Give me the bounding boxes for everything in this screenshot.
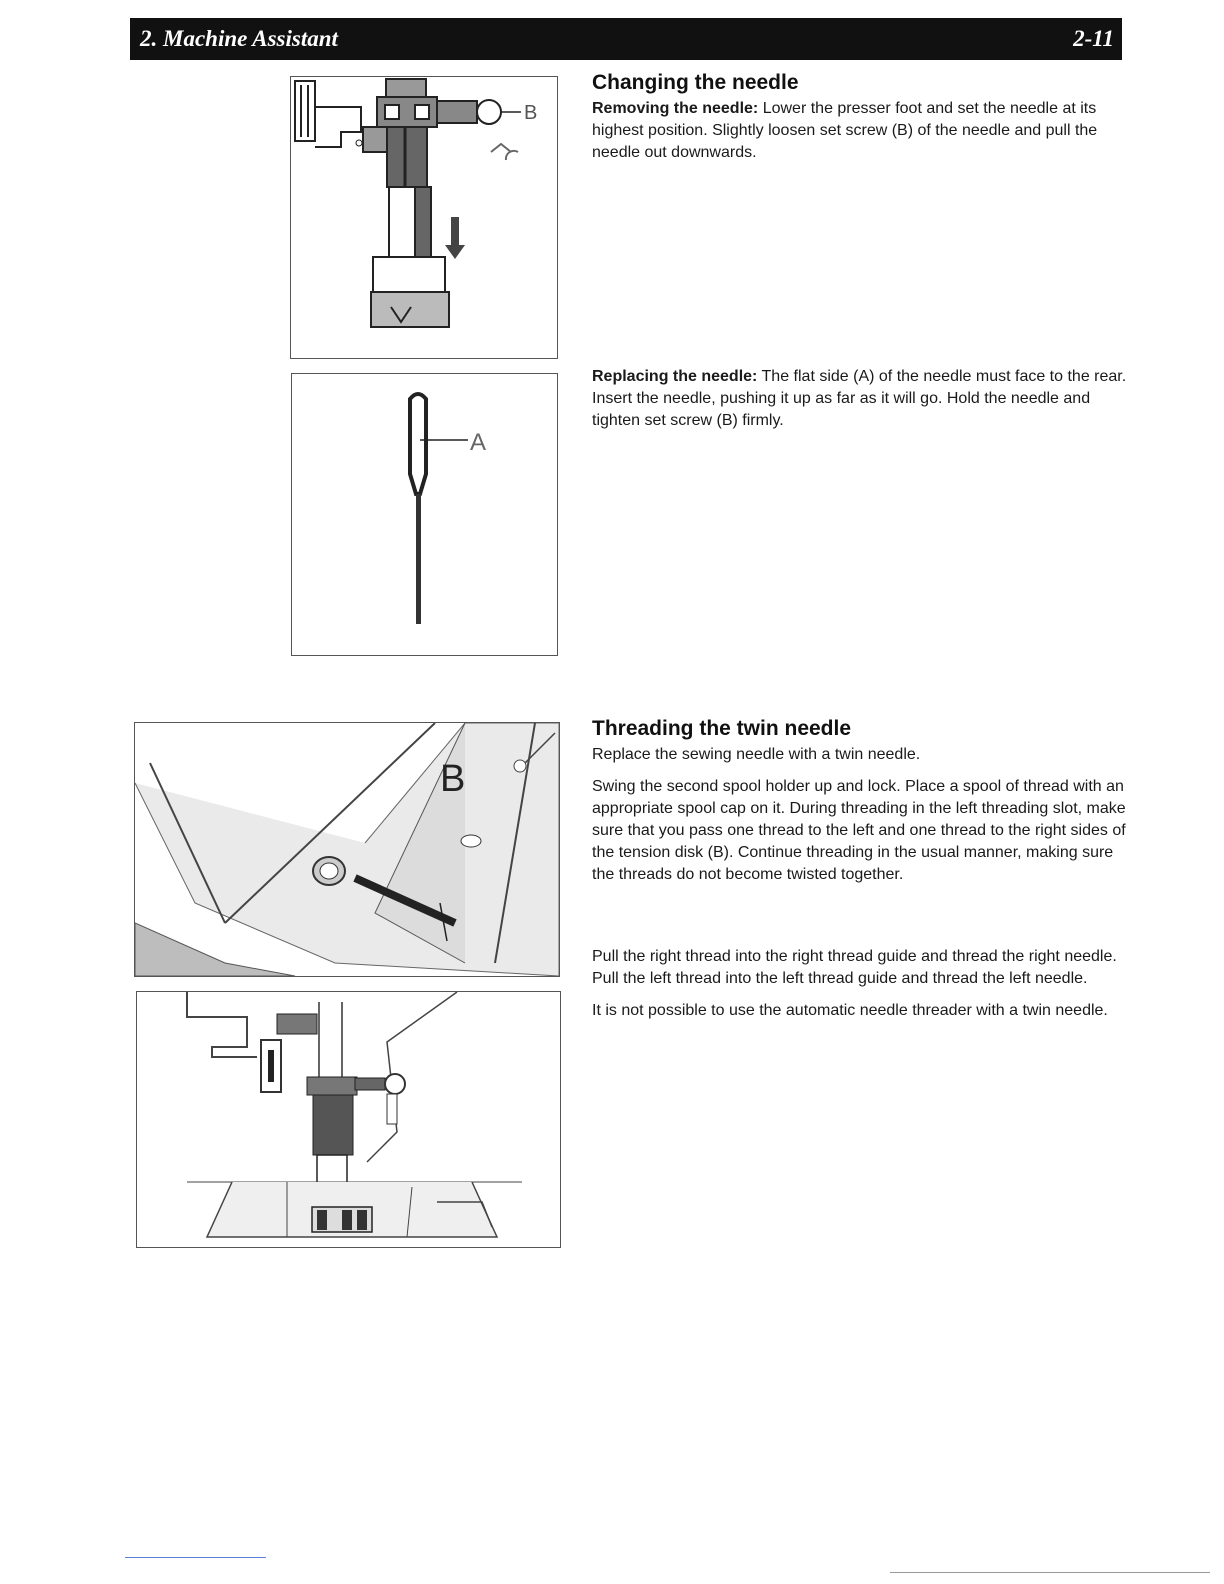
text-replacing-needle: The flat side (A) of the needle must face to the rear. Insert the needle, pushing it up as far as it will go. Hold the needle and tighten set screw (B) firmly.	[592, 368, 1127, 429]
section-twin-needle	[592, 716, 1127, 896]
label-b: B	[440, 758, 466, 800]
section-replacing-needle	[592, 366, 1127, 432]
figure-needle-removal	[290, 76, 558, 359]
paragraph-twin-1: Replace the sewing needle with a twin needle.	[592, 746, 921, 763]
lead-removing-needle: Removing the needle:	[592, 100, 759, 117]
figure-threading-slot	[134, 722, 560, 977]
paragraph-twin-4: It is not possible to use the automatic needle threader with a twin needle.	[592, 1002, 1108, 1019]
figure-twin-needle-front	[136, 991, 561, 1248]
label-a: A	[470, 429, 487, 456]
heading-twin-needle: Threading the twin needle	[592, 717, 852, 740]
paragraph-twin-3: Pull the right thread into the right thread guide and thread the right needle. Pull the left thread into the left thread guide and thread the left needle.	[592, 948, 1117, 987]
footer-rule	[890, 1572, 1210, 1573]
lead-replacing-needle: Replacing the needle:	[592, 368, 758, 385]
footer-link-line	[125, 1557, 266, 1558]
heading-changing-needle: Changing the needle	[592, 71, 799, 94]
label-b: B	[524, 102, 538, 124]
section-title: 2. Machine Assistant	[140, 26, 338, 51]
header-bar	[130, 18, 1122, 60]
page-number: 2-11	[1073, 26, 1114, 51]
text-removing-needle: Lower the presser foot and set the needle at its highest position. Slightly loosen set screw (B) of the needle and pull the needle out downwards.	[592, 100, 1098, 161]
section-changing-needle	[592, 70, 1127, 164]
paragraph-removing-needle	[592, 98, 1127, 164]
figure-needle-flat-side	[291, 373, 558, 656]
paragraph-replacing-needle	[592, 366, 1127, 432]
paragraph-twin-2: Swing the second spool holder up and lock. Place a spool of thread with an appropriate spool cap on it. During threading in the left threading slot, make sure that you pass one thread to the left and one thread to the right sides of the tension disk (B). Continue threading in the usual manner, making sure the threads do not become twisted together.	[592, 778, 1126, 883]
section-twin-needle-continued	[592, 946, 1127, 1032]
